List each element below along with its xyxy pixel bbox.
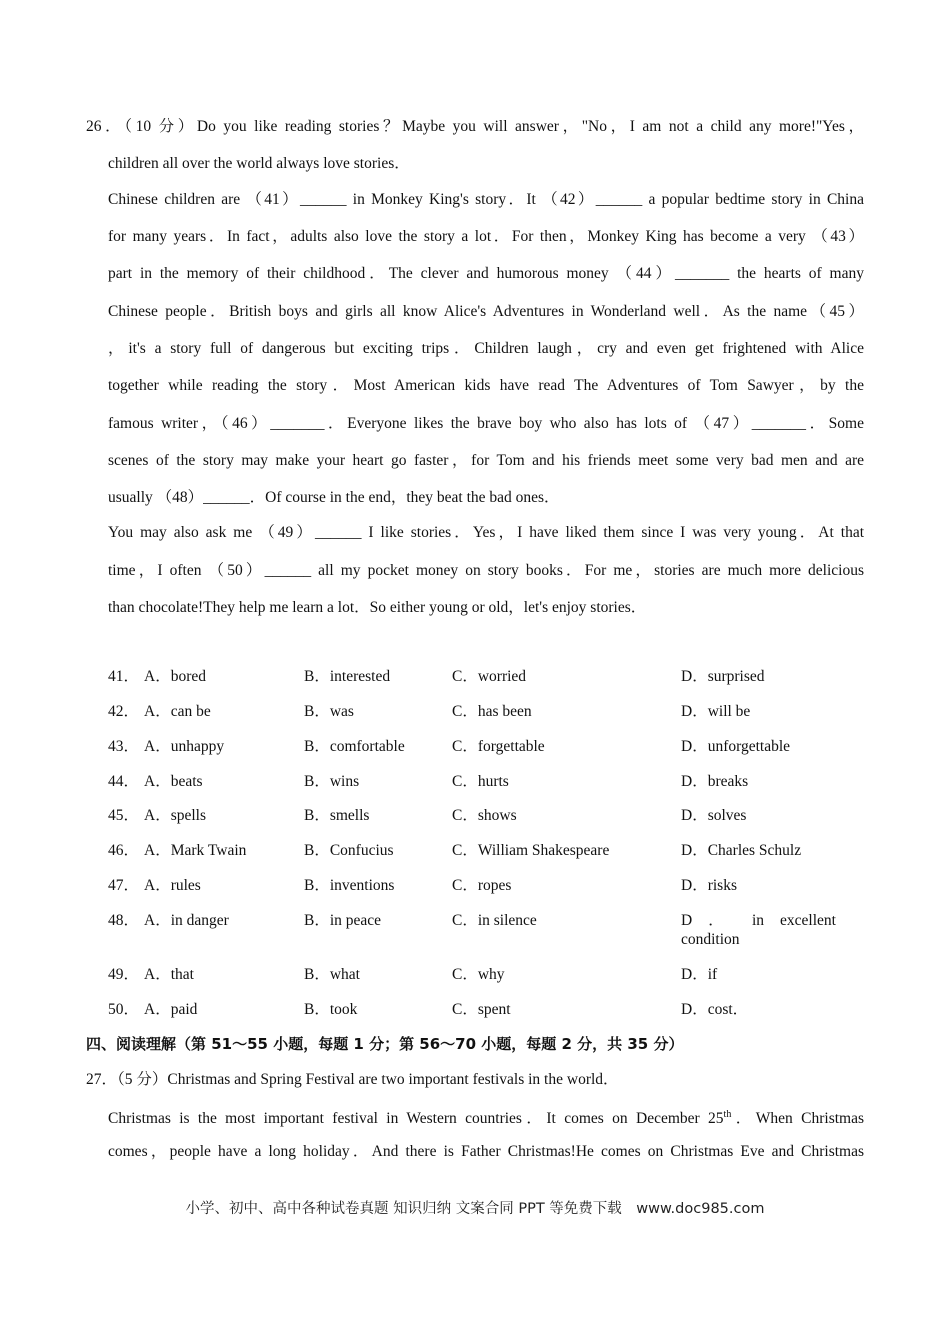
option-b: B．what [304, 966, 360, 983]
option-c: C．worried [452, 668, 527, 685]
q26-passage-line: ，it's a story full of dangerous but exciting trips．Children laugh，cry and even get frightened with Alice [108, 340, 864, 357]
question-number: 50． [108, 1001, 140, 1018]
option-b: B．inventions [304, 877, 395, 894]
option-d: D．risks [681, 877, 737, 894]
q26-passage-line: part in the memory of their childhood．The clever and humorous money （44）_______ the hearts of many [108, 265, 864, 282]
option-a: A．Mark Twain [144, 842, 247, 859]
option-a: A．spells [144, 807, 207, 824]
option-b: B．wins [304, 773, 360, 790]
question-number: 47． [108, 877, 140, 894]
option-c: C．why [452, 966, 505, 983]
option-a: A．that [144, 966, 194, 983]
q26-passage-line: scenes of the story may make your heart go faster，for Tom and his friends meet some very bad men and are [108, 452, 864, 469]
q26-passage-line: Chinese children are （41）______ in Monkey King's story．It （42）______ a popular bedtime story in China [108, 191, 864, 208]
question-number: 49． [108, 966, 140, 983]
option-a: A．can be [144, 703, 211, 720]
option-d: D ． in excellent [681, 912, 836, 929]
option-d: D．breaks [681, 773, 749, 790]
page-footer: 小学、初中、高中各种试卷真题 知识归纳 文案合同 PPT 等免费下载 www.doc985.com [185, 1201, 765, 1217]
option-a: A．beats [144, 773, 203, 790]
q26-intro-line-2: children all over the world always love stories． [108, 155, 410, 172]
option-d: D．if [681, 966, 718, 983]
option-a: A．in danger [144, 912, 229, 929]
option-c: C．ropes [452, 877, 512, 894]
option-c: C．hurts [452, 773, 509, 790]
q26-passage-line: for many years．In fact，adults also love the story a lot．For then，Monkey King has become a very （43） [108, 228, 864, 245]
option-d: D．solves [681, 807, 747, 824]
option-d: D．unforgettable [681, 738, 791, 755]
q26-passage-line: than chocolate!They help me learn a lot．So either young or old，let's enjoy stories． [108, 599, 647, 616]
q27-text: ．When Christmas [731, 1110, 864, 1128]
option-b: B．took [304, 1001, 358, 1018]
question-number: 41． [108, 668, 140, 685]
option-a: A．paid [144, 1001, 198, 1018]
option-a: A．unhappy [144, 738, 225, 755]
question-number: 46． [108, 842, 140, 859]
option-d: D．surprised [681, 668, 765, 685]
q26-passage-line: Chinese people．British boys and girls all know Alice's Adventures in Wonderland well．As the name（45） [108, 303, 864, 320]
section-heading: 四、阅读理解（第 51～55 小题，每题 1 分；第 56～70 小题，每题 2 分，共 35 分） [86, 1035, 684, 1053]
question-number: 48． [108, 912, 140, 929]
q26-passage-line: together while reading the story．Most American kids have read The Adventures of Tom Sawyer，by the [108, 377, 864, 394]
option-b: B．interested [304, 668, 391, 685]
option-d-continued: condition [681, 931, 740, 948]
q27-text: Christmas is the most important festival in Western countries．It comes on December 25 [108, 1110, 724, 1128]
option-b: B．comfortable [304, 738, 405, 755]
q26-passage-line: time，I often （50）______ all my pocket money on story books．For me，stories are much more delicious [108, 562, 864, 579]
question-number: 43． [108, 738, 140, 755]
option-b: B．smells [304, 807, 370, 824]
q26-intro-line-1: 26．（10 分）Do you like reading stories？Maybe you will answer，"No，I am not a child any more!"Yes， [86, 118, 864, 135]
q27-passage-line [108, 1105, 864, 1129]
option-c: C．forgettable [452, 738, 545, 755]
option-a: A．rules [144, 877, 201, 894]
q26-passage-line: usually （48）______．Of course in the end，they beat the bad ones． [108, 489, 560, 506]
option-d: D．Charles Schulz [681, 842, 802, 859]
option-c: C．spent [452, 1001, 511, 1018]
option-d: D．cost． [681, 1001, 749, 1018]
q27-passage-line: comes，people have a long holiday．And there is Father Christmas!He comes on Christmas Eve and Christmas [108, 1143, 864, 1160]
option-b: B．in peace [304, 912, 382, 929]
option-c: C．William Shakespeare [452, 842, 610, 859]
question-number: 44． [108, 773, 140, 790]
option-a: A．bored [144, 668, 206, 685]
option-b: B．was [304, 703, 354, 720]
option-c: C．has been [452, 703, 532, 720]
question-number: 42． [108, 703, 140, 720]
question-number: 45． [108, 807, 140, 824]
q26-passage-line: famous writer，（46）_______．Everyone likes the brave boy who also has lots of （47）_______．Some [108, 415, 864, 432]
option-b: B．Confucius [304, 842, 394, 859]
q27-intro: 27．（5 分）Christmas and Spring Festival are two important festivals in the world． [86, 1071, 619, 1088]
option-c: C．in silence [452, 912, 537, 929]
option-c: C．shows [452, 807, 517, 824]
q26-passage-line: You may also ask me （49）______ I like stories．Yes，I have liked them since I was very young．At that [108, 524, 864, 541]
option-d: D．will be [681, 703, 751, 720]
superscript: th [723, 1109, 732, 1120]
